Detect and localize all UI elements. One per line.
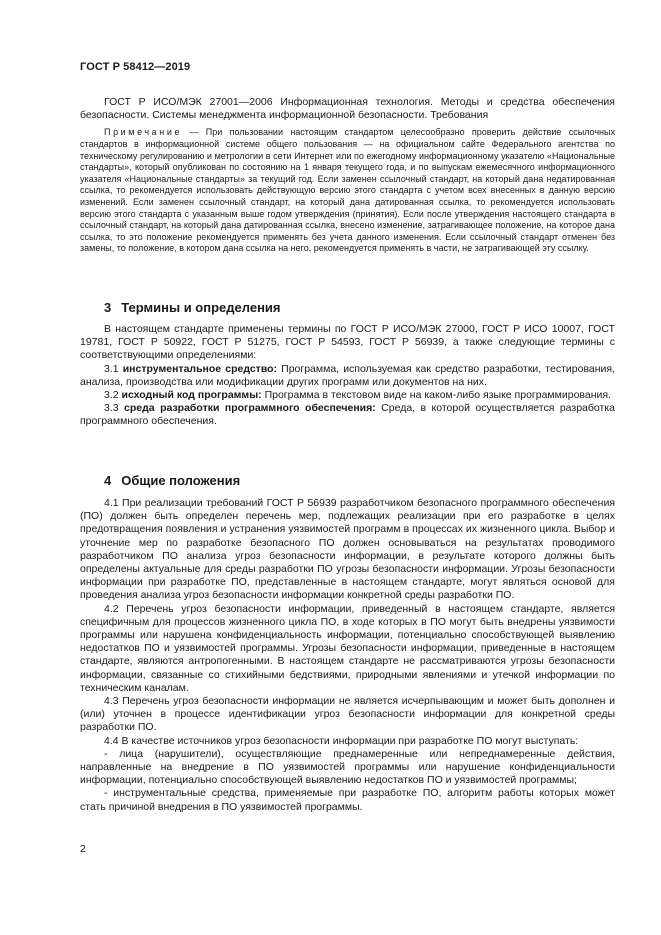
term-name: исходный код программы: bbox=[121, 389, 262, 402]
term-3-1 bbox=[80, 363, 615, 389]
clause-4-3: 4.3 Перечень угроз безопасности информации не является исчерпывающим и может быть дополнен и (или) уточнен в процессе идентификации угроз безопасности информации для конкретной среды разработки ПО. bbox=[80, 695, 615, 734]
document-number: ГОСТ Р 58412—2019 bbox=[80, 61, 191, 73]
term-3-2 bbox=[80, 389, 615, 402]
term-3-3 bbox=[80, 402, 615, 428]
term-definition: Программа в текстовом виде на каком-либо языке программирования. bbox=[261, 389, 611, 402]
term-name: среда разработки программного обеспечения: bbox=[124, 402, 376, 415]
reference-entry: ГОСТ Р ИСО/МЭК 27001—2006 Информационная технология. Методы и средства обеспечения безопасности. Системы менеджмента информационной безопасности. Требования bbox=[80, 96, 615, 122]
section-3-title: Термины и определения bbox=[121, 300, 281, 315]
note-text: — При пользовании настоящим стандартом целесообразно проверить действие ссылочных стандартов в информационной системе общего пользования — на официальном сайте Федерального агентства по техническому регулированию и метрологии в сети Интернет или по ежегодному информационному указателю «Национальные стандарты», который опубликован по состоянию на 1 января текущего года, и по выпускам ежемесячного информационного указателя «Национальные стандарты» за текущий год. Если заменен ссылочный стандарт, на который дана недатированная ссылка, то рекомендуется использовать действующую версию этого стандарта с учетом всех внесенных в данную версию изменений. Если заменен ссылочный стандарт, на который дана датированная ссылка, то рекомендуется использовать версию этого стандарта с указанным выше годом утверждения (принятия). Если после утверждения настоящего стандарта в ссылочный стандарт, на который дана датированная ссылка, внесено изменение, затрагивающее положение, на которое дана ссылка, то это положение рекомендуется применять без учета данного изменения. Если ссылочный стандарт отменен без замены, то положение, в котором дана ссылка на него, рекомендуется применять в части, не затрагивающей эту ссылку. bbox=[80, 127, 615, 254]
list-item: - инструментальные средства, применяемые при разработке ПО, алгоритм работы которых может стать причиной внедрения в ПО уязвимостей программы. bbox=[80, 787, 615, 813]
section-4-number: 4 bbox=[104, 473, 112, 488]
term-number: 3.2 bbox=[104, 389, 119, 402]
term-number: 3.3 bbox=[104, 402, 119, 415]
term-definition: Программа, используемая как средство разработки, тестирования, анализа, производства или модификации других программ или документов на них. bbox=[80, 362, 616, 388]
term-definition: Среда, в которой осуществляется разработка программного обеспечения. bbox=[80, 402, 615, 428]
term-name: инструментальное средство: bbox=[122, 362, 278, 375]
clause-4-4: 4.4 В качестве источников угроз безопасности информации при разработке ПО могут выступать: bbox=[104, 734, 579, 747]
clause-4-1: 4.1 При реализации требований ГОСТ Р 56939 разработчиком безопасного программного обеспечения (ПО) должен быть определен перечень мер, подлежащих реализации при его разработке в целях предотвращения появления и устранения уязвимостей программ в процессах их жизненного цикла. Выбор и уточнение мер по разработке безопасного ПО должен основываться на результатах проводимого разработчиком ПО анализа угроз безопасности информации, в результате которого должны быть определены актуальные для среды разработки ПО угрозы безопасности информации. Угрозы безопасности информации при разработке ПО, представленные в настоящем стандарте, могут являться основой для проведения анализа угроз безопасности информации конкретной среды разработки ПО. bbox=[80, 497, 615, 602]
page-number: 2 bbox=[80, 843, 86, 855]
section-4-title: Общие положения bbox=[121, 473, 241, 488]
note-label: Примечание bbox=[104, 127, 183, 138]
note-paragraph bbox=[80, 127, 615, 255]
section-3-number: 3 bbox=[104, 300, 112, 315]
section-4-body bbox=[80, 497, 615, 814]
section-3-body bbox=[80, 323, 615, 429]
list-item: - лица (нарушители), осуществляющие преднамеренные или непреднамеренные действия, направленные на внедрение в ПО уязвимостей программы или нарушение конфиденциальности информации, потенциально способствующей выявлению недостатков ПО и уязвимостей программы; bbox=[80, 747, 615, 787]
section-4-heading bbox=[104, 473, 240, 488]
section-3-heading bbox=[104, 300, 281, 315]
normative-reference-block bbox=[80, 96, 615, 255]
clause-4-2: 4.2 Перечень угроз безопасности информации, приведенный в настоящем стандарте, является специфичным для процессов жизненного цикла ПО, в ходе которых в ПО могут быть внедрены уязвимости программы или нарушена конфиденциальность информации, потенциально способствующей выявлению недостатков ПО и уязвимостей программы. Угрозы безопасности информации, приведенные в настоящем стандарте, являются антропогенными. В настоящем стандарте не рассматриваются угрозы безопасности информации, связанные со стихийными бедствиями, природными явлениями и утечкой информации по техническим каналам. bbox=[80, 602, 615, 694]
term-number: 3.1 bbox=[104, 362, 119, 375]
section-3-intro: В настоящем стандарте применены термины по ГОСТ Р ИСО/МЭК 27000, ГОСТ Р ИСО 10007, ГОСТ 19781, ГОСТ Р 50922, ГОСТ Р 51275, ГОСТ Р 54593, ГОСТ Р 56939, а также следующие термины с соответствующими определениями: bbox=[80, 323, 615, 362]
